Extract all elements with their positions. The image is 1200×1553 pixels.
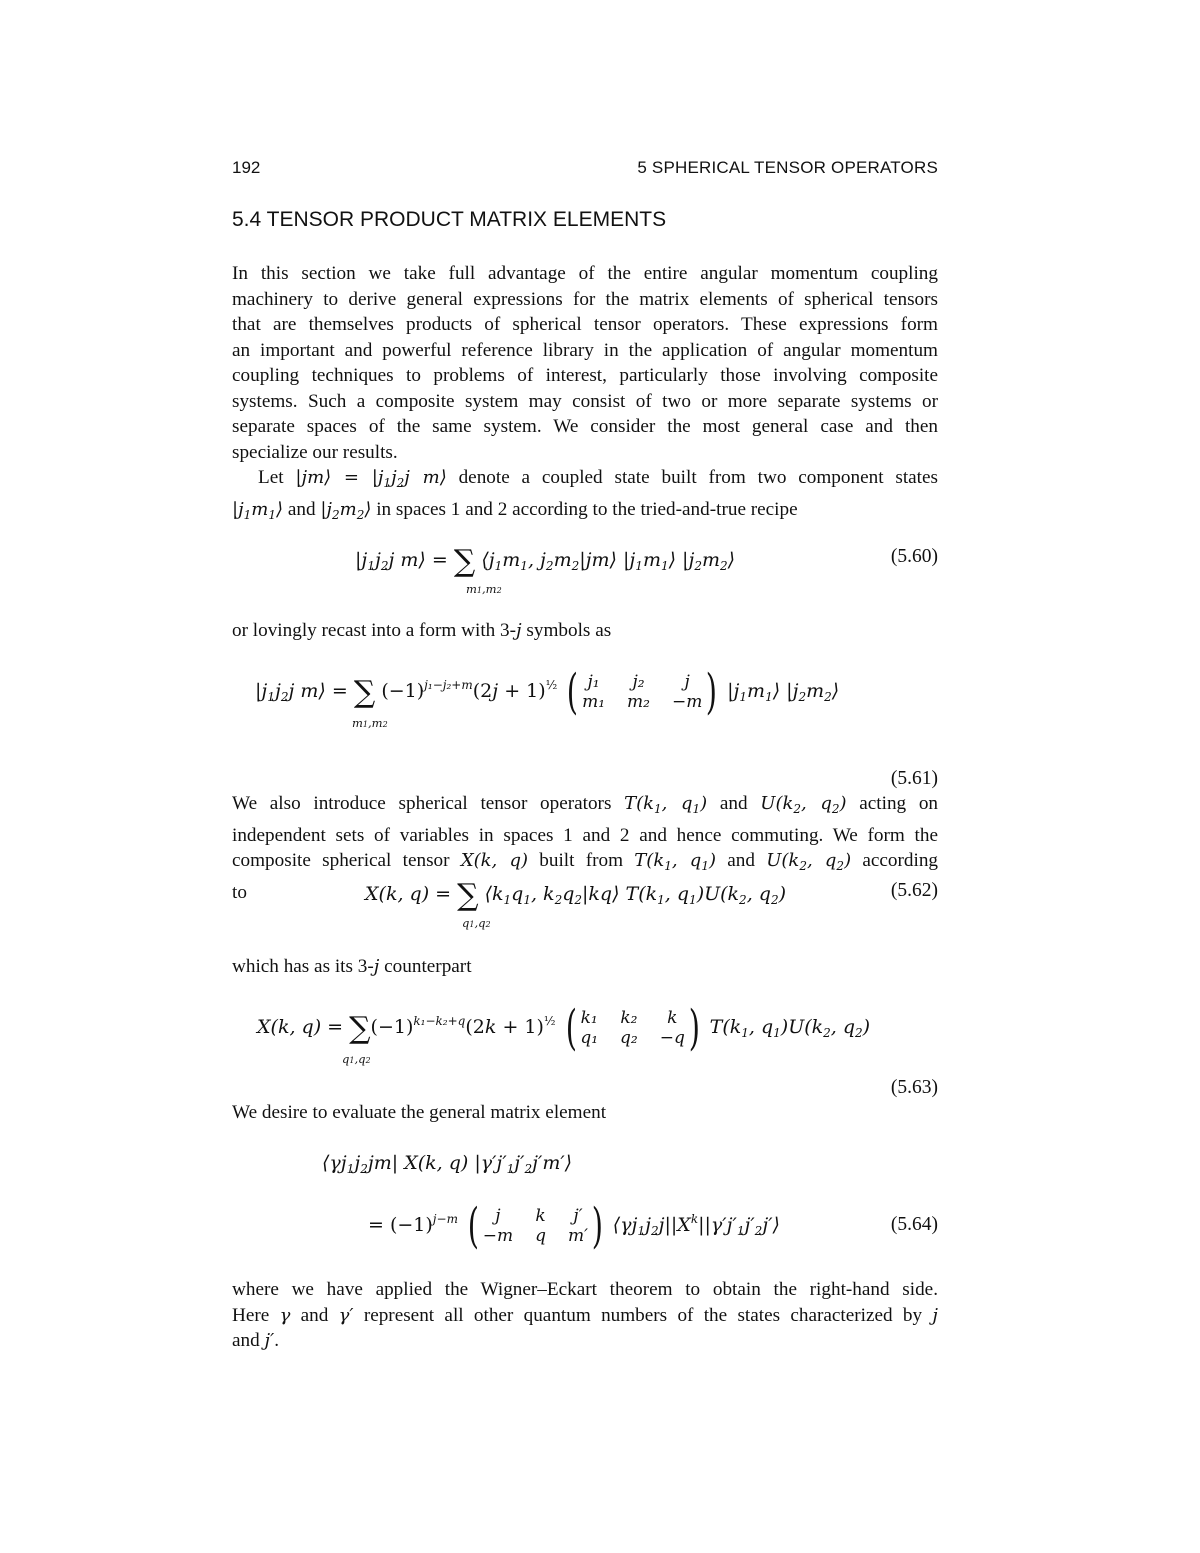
equation-5-60: $|j_1j_2j$ m⟩ = ∑ $⟨j_1m_1$, $j_2m_2|jm⟩$ $|j_1m_1⟩$ $|j_2m_2⟩$ — [355, 544, 736, 579]
text-line: Let |jm⟩ = $|j_1j_2j$ m⟩ denote a coupled state built from two component states — [258, 467, 938, 490]
equation-5-64-lhs: $⟨\gamma j_1j_2jm|$ X(k, q) $|\gamma'j'_1j'_2j'm'⟩$ — [322, 1152, 573, 1176]
sum-limits: m1,m2 — [352, 716, 388, 730]
text-line: systems. Such a composite system may consist of two or more separate systems or — [232, 390, 938, 412]
page-header — [232, 158, 938, 182]
equation-number: (5.60) — [890, 546, 938, 567]
text-line: $|j_1m_1⟩$ and $|j_2m_2⟩$ in spaces 1 and 2 according to the tried-and-true recipe — [232, 498, 798, 522]
text-line: coupling techniques to problems of interest, particularly those involving composite — [232, 365, 938, 386]
equation-5-62: X(k, q) = ∑ $⟨k_1q_1$, $k_2q_2|kq⟩$ $T(k_1$, $q_1)U(k_2$, $q_2$) — [365, 878, 786, 913]
counterpart-line: which has as its 3-j counterpart — [232, 956, 472, 977]
recast-line: or lovingly recast into a form with 3-j symbols as — [232, 620, 612, 641]
equation-5-64-rhs: = $(-1)^{j-m}$ ( j k j′ −m q m′ ) $⟨\gamma j_1j_2j||X^k||\gamma'j'_1j'_2j'⟩$ — [368, 1198, 780, 1254]
text-line: In this section we take full advantage of the entire angular momentum coupling — [232, 263, 938, 284]
text-line: We also introduce spherical tensor operators $T(k_1$, $q_1$) and $U(k_2$, $q_2$) acting on — [232, 793, 939, 816]
text-line: that are themselves products of spherical tensor operators. These expressions form — [232, 314, 938, 335]
page-number: 192 — [232, 158, 261, 177]
text-line: machinery to derive general expressions for the matrix elements of spherical tensors — [232, 288, 938, 310]
equation-5-61: $|j_1j_2j$ m⟩ = ∑ $(-1)^{j_1-j_2+m}(2j + 1)^{\frac{1}{2}}$ ( j₁ j₂ j m₁ m₂ −m ) $|j_1m_1⟩$ $|j_2m_2⟩$ — [255, 664, 840, 720]
sum-limits: q1,q2 — [462, 916, 491, 930]
text-line: and j′. — [232, 1330, 279, 1351]
equation-number: (5.62) — [890, 880, 938, 901]
equation-number: (5.61) — [890, 768, 938, 789]
text-line: an important and powerful reference library in the application of angular momentum — [232, 339, 938, 361]
text-line: where we have applied the Wigner–Eckart theorem to obtain the right-hand side. — [232, 1279, 938, 1300]
text-line: composite spherical tensor X(k, q) built from $T(k_1$, $q_1$) and $U(k_2$, $q_2$) according — [232, 850, 939, 873]
sum-limits: m1,m2 — [466, 582, 502, 596]
text-line: separate spaces of the same system. We consider the most general case and then — [232, 416, 938, 437]
text-line: Here γ and γ′ represent all other quantum numbers of the states characterized by j — [232, 1304, 938, 1326]
sum-limits: q1,q2 — [342, 1052, 371, 1066]
desire-line: We desire to evaluate the general matrix element — [232, 1102, 607, 1123]
running-head: 5 SPHERICAL TENSOR OPERATORS — [637, 158, 938, 177]
equation-number: (5.64) — [890, 1214, 938, 1235]
section-title: 5.4 TENSOR PRODUCT MATRIX ELEMENTS — [232, 208, 667, 231]
intro-paragraph — [232, 261, 938, 528]
text-line: independent sets of variables in spaces 1 and 2 and hence commuting. We form the — [232, 824, 938, 846]
equation-number: (5.63) — [890, 1077, 938, 1098]
text-line: specialize our results. — [232, 441, 398, 463]
final-paragraph — [232, 1277, 938, 1354]
text-line: to — [232, 881, 247, 903]
equation-5-63: X(k, $q) = \sum(-1)^{k_1-k_2+q}(2k + 1)^{\frac{1}{2}}$ ( k₁ k₂ k q₁ q₂ −q ) $T(k_1$, $q_1)U(k_2$, $q_2$) — [257, 1000, 871, 1056]
